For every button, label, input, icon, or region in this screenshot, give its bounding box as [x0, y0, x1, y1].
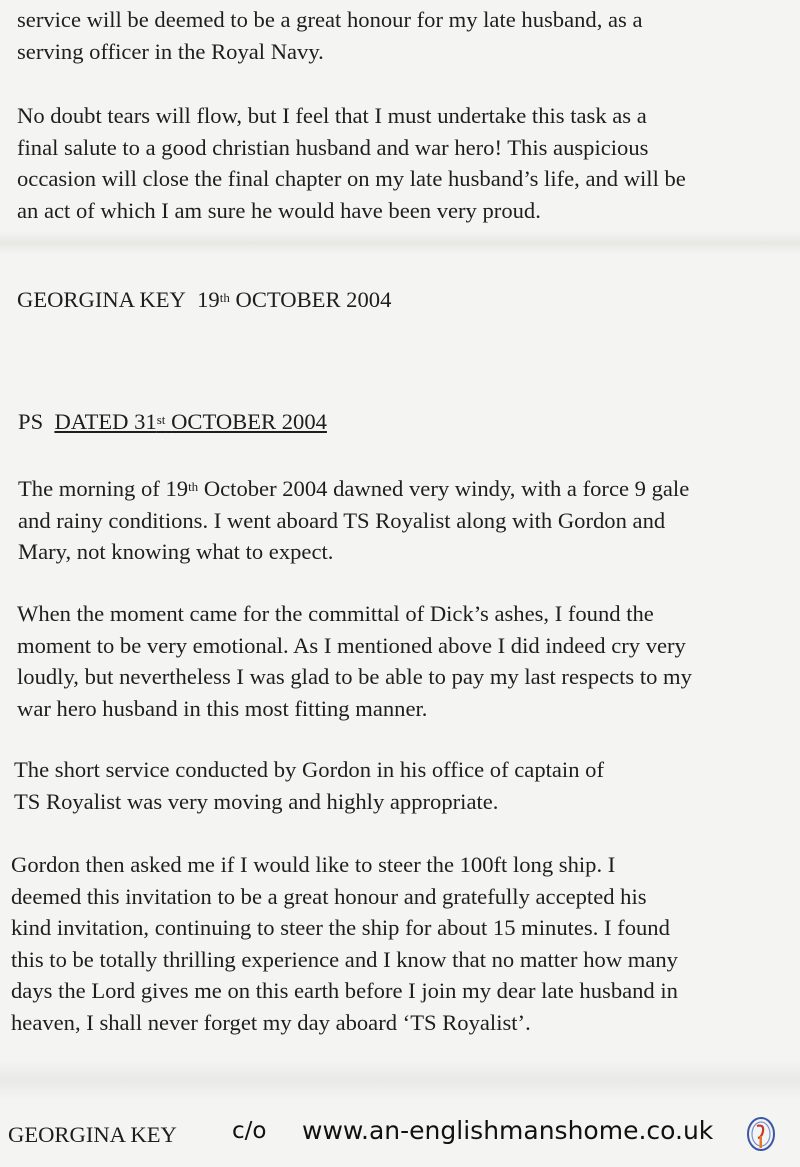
signature-month-year: OCTOBER 2004 — [235, 287, 392, 312]
text-line: an act of which I am sure he would have been very proud. — [17, 197, 541, 223]
text-line: TS Royalist was very moving and highly appropriate. — [14, 788, 499, 814]
paragraph-2 — [17, 100, 686, 226]
day-suffix: th — [219, 290, 230, 305]
paper-fold — [0, 232, 800, 254]
signature-name: GEORGINA KEY — [17, 287, 186, 312]
text-line: Mary, not knowing what to expect. — [18, 539, 334, 564]
text-line: The short service conducted by Gordon in his office of captain of — [14, 757, 604, 782]
text-line: No doubt tears will flow, but I feel that I must undertake this task as a — [17, 103, 647, 128]
text-line: moment to be very emotional. As I mentioned above I did indeed cry very — [17, 632, 686, 658]
paragraph-5 — [14, 754, 604, 817]
text-line: The morning of 19th October 2004 dawned very windy, with a force 9 gale — [18, 476, 690, 501]
text-line: deemed this invitation to be a great honour and gratefully accepted his — [11, 883, 647, 909]
text-line: final salute to a good christian husband and war hero! This auspicious — [17, 134, 649, 160]
paragraph-6 — [11, 849, 678, 1038]
text-line: loudly, but nevertheless I was glad to be able to pay my last respects to my — [17, 664, 692, 689]
text-line: When the moment came for the committal of Dick’s ashes, I found the — [17, 601, 654, 626]
text-line: heaven, I shall never forget my day aboard ‘TS Royalist’. — [11, 1009, 531, 1035]
ps-prefix: PS — [18, 409, 44, 434]
text-line: Gordon then asked me if I would like to steer the 100ft long ship. I — [11, 852, 616, 877]
paragraph-1 — [17, 4, 643, 67]
site-logo-icon — [744, 1114, 778, 1154]
text-line: serving officer in the Royal Navy. — [17, 38, 324, 64]
text-line: and rainy conditions. I went aboard TS Royalist along with Gordon and — [18, 507, 666, 533]
text-line: kind invitation, continuing to steer the ship for about 15 minutes. I found — [11, 915, 670, 940]
text-line: occasion will close the final chapter on my late husband’s life, and will be — [17, 166, 686, 191]
signature-name-2: GEORGINA KEY — [8, 1122, 177, 1147]
signature-day: 19 — [197, 287, 220, 312]
care-of-label: c/o — [232, 1118, 267, 1144]
ps-dated: DATED 31st OCTOBER 2004 — [54, 409, 327, 434]
text-line: this to be totally thrilling experience and I know that no matter how many — [11, 946, 678, 972]
paragraph-3 — [18, 473, 689, 568]
paper-fold — [0, 1060, 800, 1100]
text-line: days the Lord gives me on this earth before I join my dear late husband in — [11, 978, 678, 1003]
ps-heading — [18, 406, 327, 438]
text-line: war hero husband in this most fitting manner. — [17, 695, 428, 721]
paragraph-4 — [17, 598, 692, 724]
signature-date — [17, 284, 391, 316]
website-url[interactable]: www.an-englishmanshome.co.uk — [302, 1116, 714, 1145]
text-line: service will be deemed to be a great honour for my late husband, as a — [17, 7, 643, 32]
